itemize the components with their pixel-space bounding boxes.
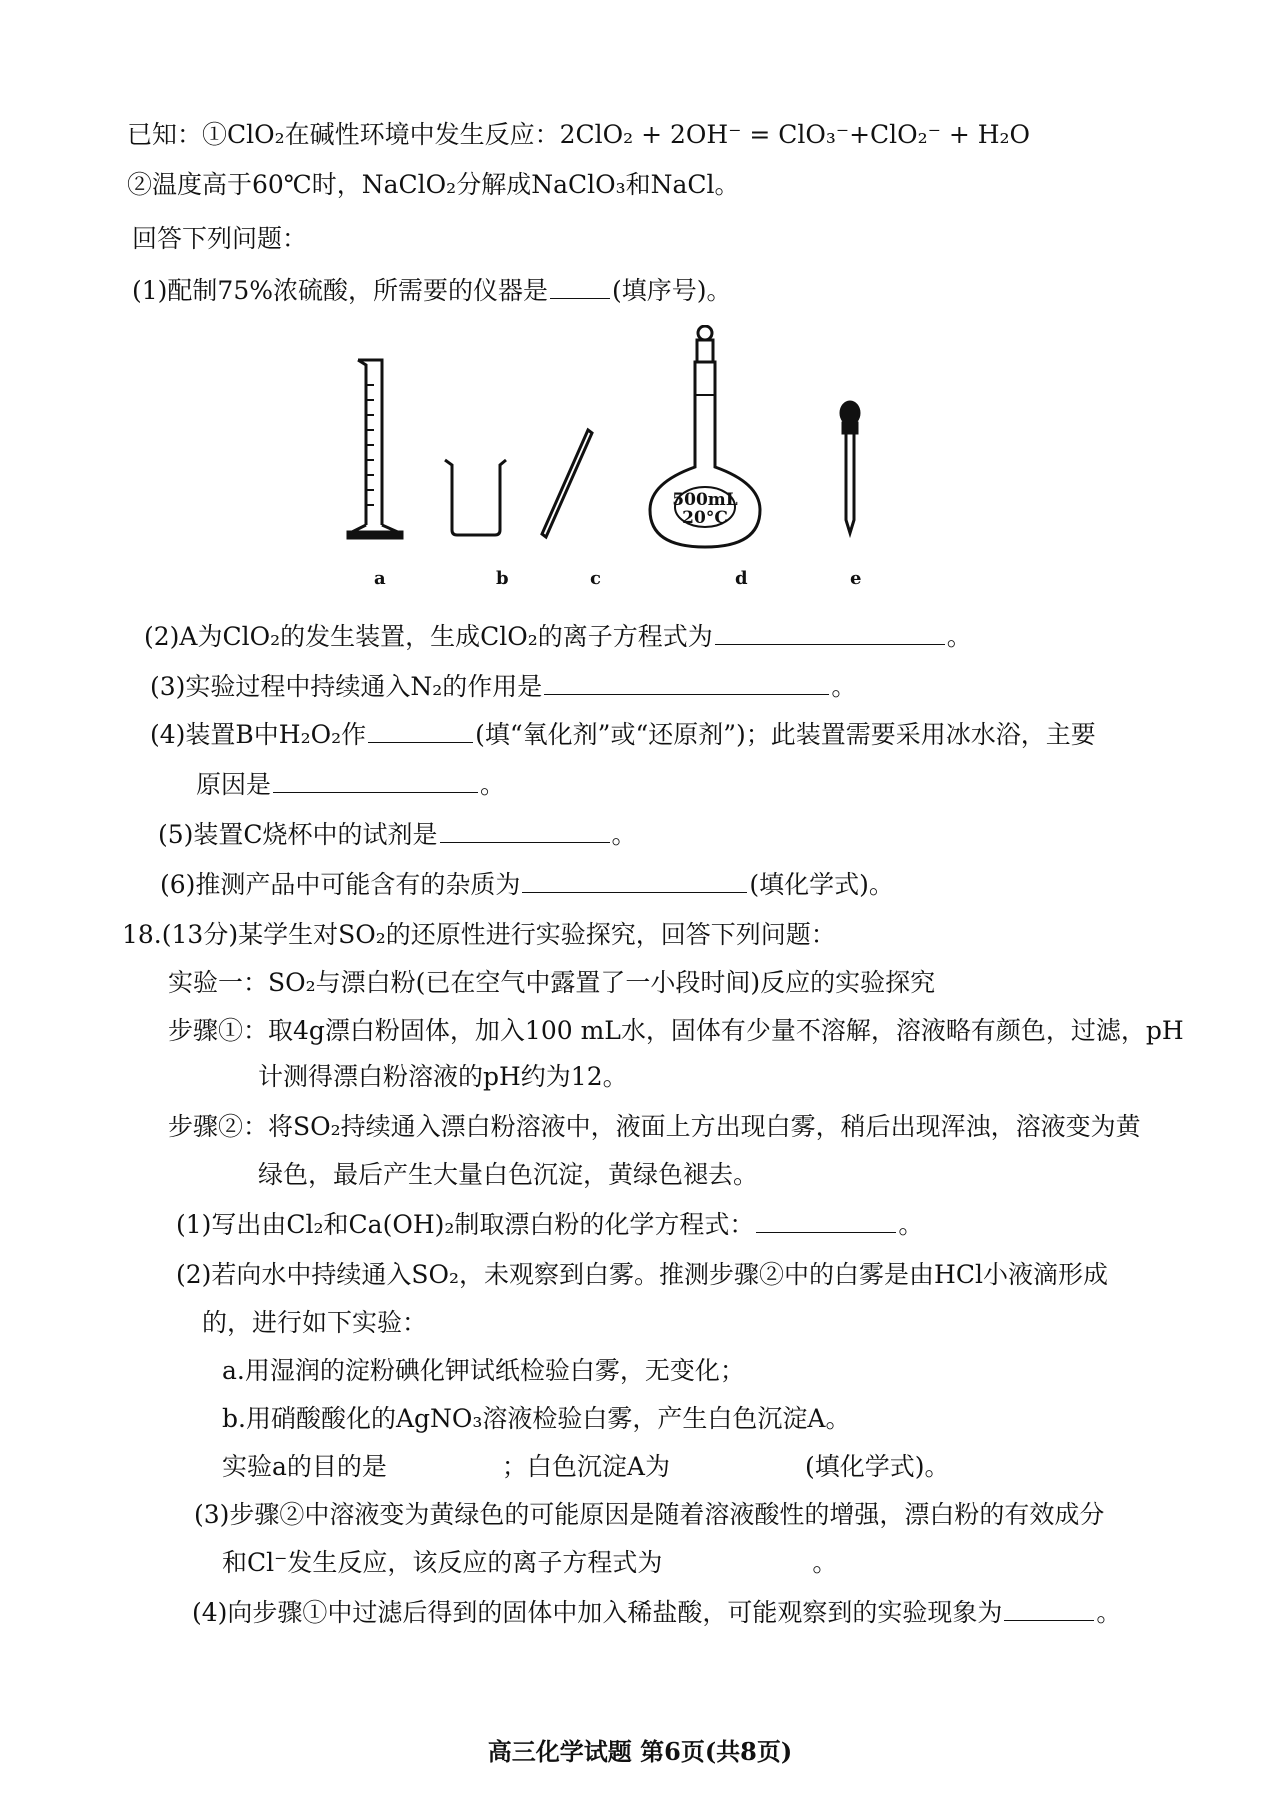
q18-part2: (2)若向水中持续通入SO₂，未观察到白雾。推测步骤②中的白雾是由HCl小液滴形成 <box>176 1260 1108 1289</box>
q18-step1: 步骤①：取4g漂白粉固体，加入100 mL水，固体有少量不溶解，溶液略有颜色，过滤，pH <box>168 1016 1184 1045</box>
q18-step2-cont: 绿色，最后产生大量白色沉淀，黄绿色褪去。 <box>258 1160 759 1189</box>
answer-blank[interactable] <box>715 622 945 645</box>
flask-temp-label: 20°C <box>682 508 728 528</box>
answer-blank[interactable] <box>756 1210 896 1233</box>
q17-part2: (2)A为ClO₂的发生装置，生成ClO₂的离子方程式为 。 <box>144 622 972 651</box>
answer-instruction: 回答下列问题： <box>132 224 308 253</box>
apparatus-illustration <box>330 325 890 555</box>
beaker-icon <box>445 460 506 535</box>
q17-part1: (1)配制75%浓硫酸，所需要的仪器是 (填序号)。 <box>132 276 732 305</box>
page-footer: 高三化学试题 第6页(共8页) <box>487 1737 793 1766</box>
apparatus-label-d: d <box>735 568 748 589</box>
q18-part2-a: a.用湿润的淀粉碘化钾试纸检验白雾，无变化； <box>222 1356 745 1385</box>
q18-part2-cont: 的，进行如下实验： <box>202 1308 428 1337</box>
answer-blank[interactable] <box>1004 1598 1094 1621</box>
q18-part1: (1)写出由Cl₂和Ca(OH)₂制取漂白粉的化学方程式： 。 <box>176 1210 924 1239</box>
apparatus-label-b: b <box>496 568 509 589</box>
answer-blank[interactable] <box>273 770 478 793</box>
answer-blank[interactable] <box>550 276 610 299</box>
dropper-icon <box>841 402 859 533</box>
q18-part4: (4)向步骤①中过滤后得到的固体中加入稀盐酸，可能观察到的实验现象为 。 <box>192 1598 1122 1627</box>
flask-volume-label: 500mL <box>672 490 738 510</box>
q17-part5: (5)装置C烧杯中的试剂是 。 <box>158 820 637 849</box>
graduated-cylinder-icon <box>348 360 402 538</box>
q17-part4-cont: 原因是 。 <box>196 770 506 799</box>
known-line-2: ②温度高于60℃时，NaClO₂分解成NaClO₃和NaCl。 <box>127 170 740 199</box>
answer-blank[interactable] <box>368 720 473 743</box>
apparatus-label-e: e <box>850 568 862 589</box>
apparatus-label-c: c <box>590 568 601 589</box>
q18-part3-cont: 和Cl⁻发生反应，该反应的离子方程式为 。 <box>222 1548 838 1577</box>
q18-part2-b: b.用硝酸酸化的AgNO₃溶液检验白雾，产生白色沉淀A。 <box>222 1404 851 1433</box>
known-line-1: 已知：①ClO₂在碱性环境中发生反应：2ClO₂ + 2OH⁻ = ClO₃⁻+ClO₂⁻ + H₂O <box>127 120 1031 149</box>
q18-title: 18.(13分)某学生对SO₂的还原性进行实验探究，回答下列问题： <box>122 920 836 949</box>
answer-blank[interactable] <box>440 820 610 843</box>
q18-part2-question: 实验a的目的是 ；白色沉淀A为 (填化学式)。 <box>222 1452 950 1481</box>
q18-experiment-1: 实验一：SO₂与漂白粉(已在空气中露置了一小段时间)反应的实验探究 <box>168 968 936 997</box>
q18-part3: (3)步骤②中溶液变为黄绿色的可能原因是随着溶液酸性的增强，漂白粉的有效成分 <box>194 1500 1105 1529</box>
q17-part4: (4)装置B中H₂O₂作 (填“氧化剂”或“还原剂”)；此装置需要采用冰水浴，主要 <box>150 720 1096 749</box>
glass-rod-icon <box>542 430 592 537</box>
answer-blank[interactable] <box>522 870 747 893</box>
q18-step2: 步骤②：将SO₂持续通入漂白粉溶液中，液面上方出现白雾，稍后出现浑浊，溶液变为黄 <box>168 1112 1141 1141</box>
apparatus-label-a: a <box>374 568 386 589</box>
answer-blank[interactable] <box>544 672 829 695</box>
q17-part3: (3)实验过程中持续通入N₂的作用是 。 <box>150 672 857 701</box>
q18-step1-cont: 计测得漂白粉溶液的pH约为12。 <box>258 1062 628 1091</box>
q17-part6: (6)推测产品中可能含有的杂质为 (填化学式)。 <box>160 870 894 899</box>
